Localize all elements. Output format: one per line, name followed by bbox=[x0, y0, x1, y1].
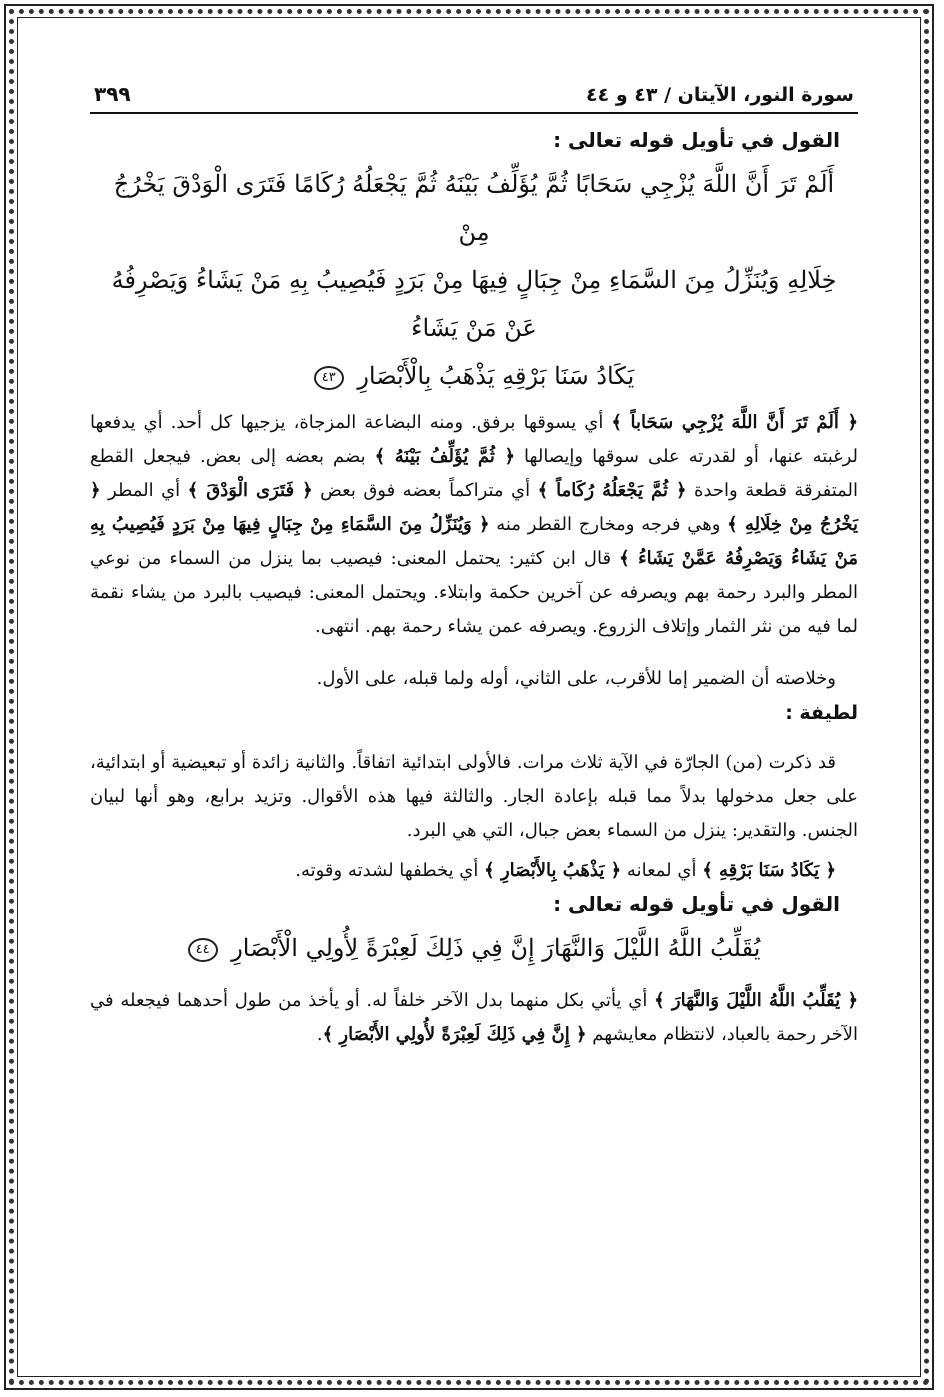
running-header bbox=[90, 82, 858, 114]
verse-line-text: يُقَلِّبُ اللَّهُ اللَّيْلَ وَالنَّهَارَ إِنَّ فِي ذَلِكَ لَعِبْرَةً لِأُولِي الْأَبْصَارِ bbox=[231, 934, 761, 962]
quote: ﴿ إِنَّ فِي ذَلِكَ لَعِبْرَةً لأُولِي الأَبْصَارِ ﴾ bbox=[322, 1024, 587, 1045]
commentary-text: أي يسوقها برفق. ومنه البضاعة المزجاة، يزجيها كل أحد. أي يدفعها لرغبته عنها، أو لقدرته على سوقها وإيصالها bbox=[90, 412, 858, 467]
page-content bbox=[90, 82, 858, 1052]
commentary-text: قال ابن كثير: يحتمل المعنى: فيصيب بما ينزل من السماء من نوعي المطر والبرد رحمة بهم ويصرفه عن آخرين حكمة وابتلاء. ويحتمل المعنى: فيصيب بالبرد من يشاء نقمة لما فيه من نثر الثمار وإتلاف الزروع. ويصرفه عمن يشاء رحمة بهم. انتهى. bbox=[90, 548, 858, 637]
commentary-text: أي يخطفها لشدته وقوته. bbox=[295, 860, 485, 881]
page-number: ٣٩٩ bbox=[94, 82, 131, 106]
quote: ﴿ فَتَرَى الْوَدْقَ ﴾ bbox=[187, 480, 313, 501]
verse-line: خِلَالِهِ وَيُنَزِّلُ مِنَ السَّمَاءِ مِنْ جِبَالٍ فِيهَا مِنْ بَرَدٍ فَيُصِيبُ بِهِ مَنْ يَشَاءُ وَيَصْرِفُهُ عَنْ مَنْ يَشَاءُ bbox=[111, 266, 837, 342]
commentary-paragraph bbox=[90, 854, 858, 888]
quote: ﴿ أَلَمْ تَرَ أَنَّ اللَّهَ يُزْجِي سَحَاباً ﴾ bbox=[611, 412, 859, 433]
verse-line bbox=[96, 352, 852, 400]
section-heading-1: القول في تأويل قوله تعالى : bbox=[553, 128, 840, 152]
verse-number-marker: ٤٤ bbox=[188, 938, 218, 962]
commentary-text: . bbox=[316, 1024, 323, 1045]
commentary-text: أي المطر bbox=[100, 480, 188, 501]
commentary-text: أي لمعانه bbox=[621, 860, 703, 881]
verse-line: أَلَمْ تَرَ أَنَّ اللَّهَ يُزْجِي سَحَابًا ثُمَّ يُؤَلِّفُ بَيْنَهُ ثُمَّ يَجْعَلُهُ رُكَامًا فَتَرَى الْوَدْقَ يَخْرُجُ مِنْ bbox=[113, 170, 835, 246]
commentary-text: أي يأتي بكل منهما بدل الآخر خلفاً له. أو يأخذ من طول أحدهما فيجعله في الآخر رحمة بالعباد، لانتظام معايشهم bbox=[90, 990, 858, 1045]
quote: ﴿ يَخْرُجُ مِنْ خِلَالِهِ ﴾ bbox=[90, 480, 859, 535]
commentary-text: وهي فرجه ومخارج القطر منه bbox=[489, 514, 728, 535]
header-title: سورة النور، الآيتان / ٤٣ و ٤٤ bbox=[586, 84, 854, 106]
quote: ﴿ وَيُنَزِّلُ مِنَ السَّمَاءِ مِنْ جِبَالٍ فِيهَا مِنْ بَرَدٍ فَيُصِيبُ بِهِ مَنْ يَشَاءُ وَيَصْرِفُهُ عَمَّنْ يَشَاءُ ﴾ bbox=[90, 514, 858, 569]
quran-verse-44 bbox=[96, 924, 852, 972]
commentary-text: أي متراكماً بعضه فوق بعض bbox=[312, 480, 538, 501]
verse-number-marker: ٤٣ bbox=[314, 366, 344, 390]
quote: ﴿ يَذْهَبُ بِالأَبْصَارِ ﴾ bbox=[484, 860, 622, 881]
section-heading-2: القول في تأويل قوله تعالى : bbox=[553, 892, 840, 916]
commentary-paragraph bbox=[90, 984, 858, 1052]
quote: ﴿ يَكَادُ سَنَا بَرْقِهِ ﴾ bbox=[702, 860, 836, 881]
quote: ﴿ يُقَلِّبُ اللَّهُ اللَّيْلَ وَالنَّهَارَ ﴾ bbox=[654, 990, 858, 1011]
summary-paragraph: وخلاصته أن الضمير إما للأقرب، على الثاني، أوله ولما قبله، على الأول. bbox=[316, 668, 836, 689]
quote: ﴿ ثُمَّ يُؤَلِّفُ بَيْنَهُ ﴾ bbox=[374, 446, 516, 467]
quote: ﴿ ثُمَّ يَجْعَلُهُ رُكَاماً ﴾ bbox=[537, 480, 687, 501]
commentary-text: بضم بعضه إلى بعض. فيجعل القطع المتفرقة قطعة واحدة bbox=[90, 446, 859, 501]
latifa-paragraph: قد ذكرت (من) الجارّة في الآية ثلاث مرات. فالأولى ابتدائية اتفاقاً. والثانية زائدة أو تبعيضية أو ابتدائية، على جعل مدخولها بدلاً مما قبله بإعادة الجار. والثالثة فيها هذه الأقوال. وتزيد برابع، وهو أنها لبيان الجنس. والتقدير: ينزل من السماء بعض جبال، التي هي البرد. bbox=[90, 752, 858, 841]
verse-line-text: يَكَادُ سَنَا بَرْقِهِ يَذْهَبُ بِالْأَبْصَارِ bbox=[357, 362, 635, 390]
commentary-paragraph bbox=[90, 406, 858, 644]
quran-verse-43 bbox=[96, 160, 852, 400]
latifa-heading: لطيفة : bbox=[785, 702, 858, 724]
